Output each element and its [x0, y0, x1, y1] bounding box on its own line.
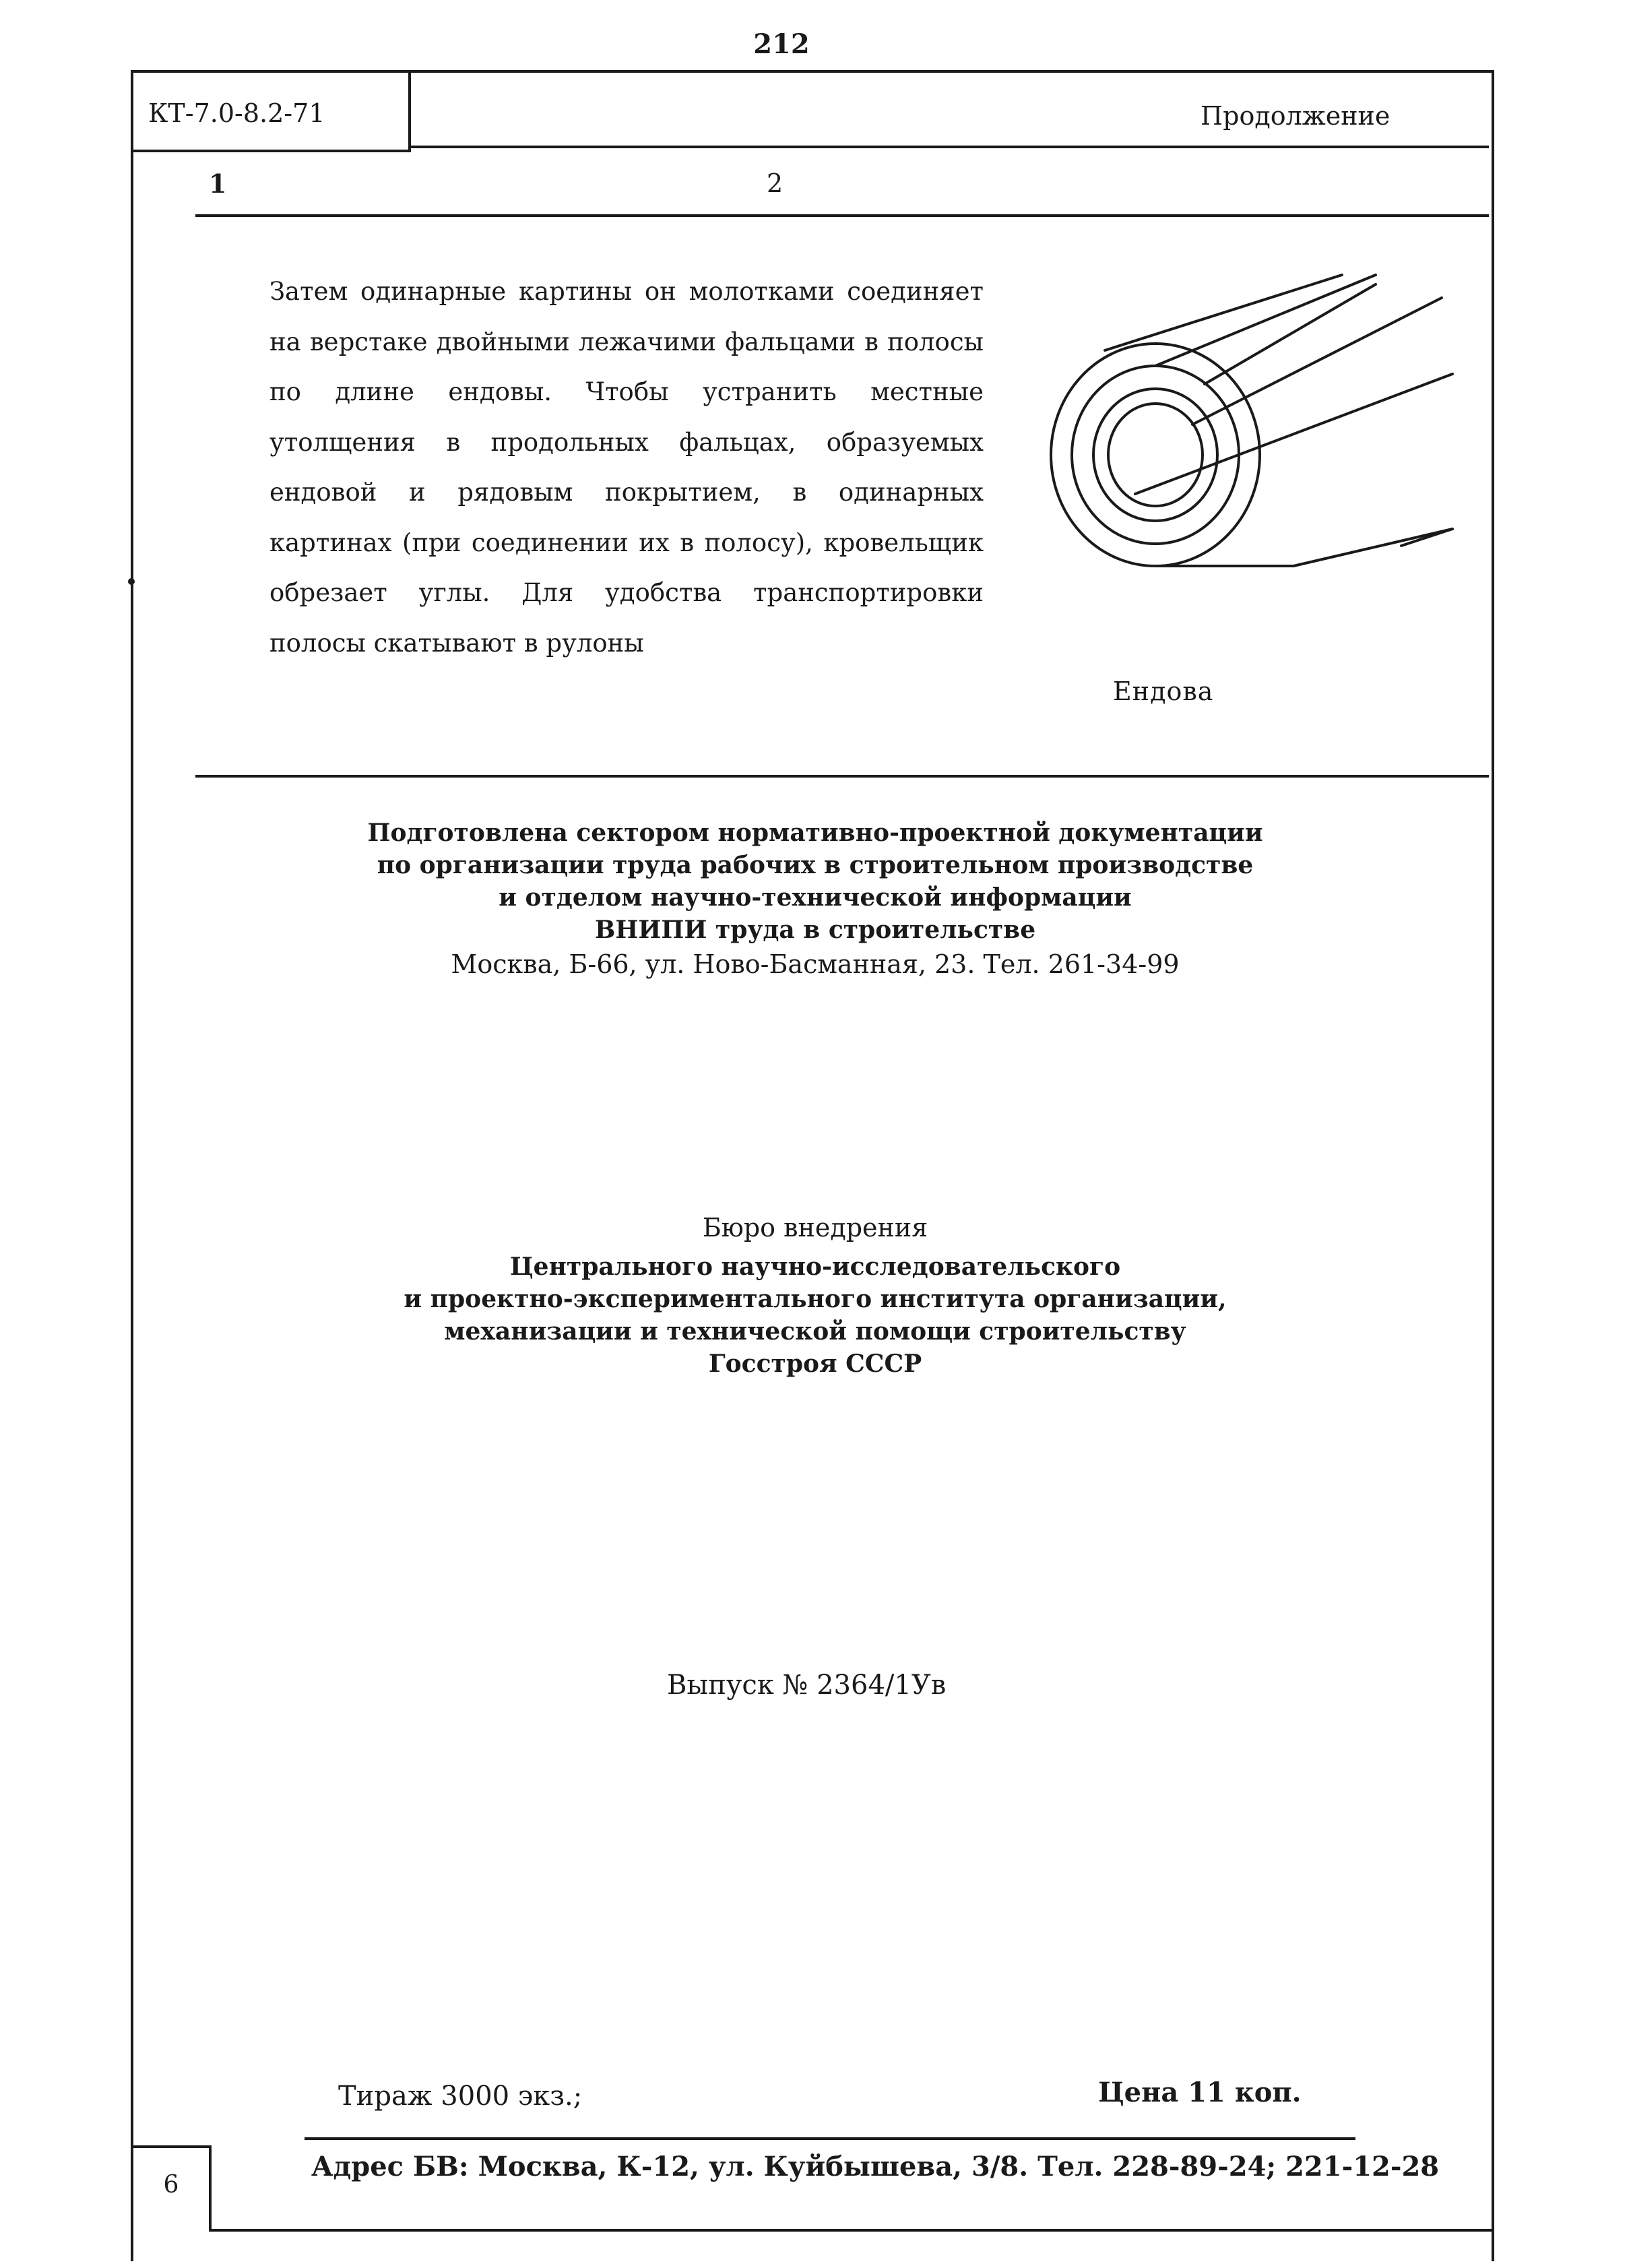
sheet-number: 6	[163, 2171, 179, 2199]
print-run: Тираж 3000 экз.;	[338, 2081, 583, 2112]
valley-roll-figure	[1024, 263, 1469, 579]
bureau-block	[269, 1211, 1361, 1380]
column-header-2: 2	[767, 168, 783, 198]
body-text: Затем одинарные картины он молотками соединяет на верстаке двойными лежачими фальцами в полосы по длине ендовы. Чтобы устранить местные утолщения в продольных фальцах, образуемых ендовой и рядовым покрытием, в одинарных картинах (при соединении их в полосу), кровельщик обрезает углы. Для удобства транспортировки полосы скатывают в рулоны	[269, 277, 984, 658]
bureau-line: Центрального научно-исследовательского	[509, 1253, 1121, 1281]
bureau-line: и проектно-экспериментального института организации,	[404, 1285, 1227, 1313]
credits-line: ВНИПИ труда в строительстве	[594, 916, 1036, 944]
column-header-rule	[195, 214, 1489, 217]
page-number: 212	[753, 28, 810, 60]
price: Цена 11 коп.	[1098, 2077, 1302, 2108]
footer-rule	[305, 2137, 1355, 2140]
doc-code: КТ-7.0-8.2-71	[148, 98, 325, 128]
credits-line: Подготовлена сектором нормативно-проектной документации	[367, 819, 1263, 847]
credits-address: Москва, Б-66, ул. Ново-Басманная, 23. Тел. 261-34-99	[451, 949, 1180, 979]
header-rule	[411, 146, 1489, 148]
section-rule	[195, 775, 1489, 778]
margin-mark	[128, 578, 135, 585]
continuation-label: Продолжение	[1201, 101, 1390, 131]
bureau-line: механизации и технической помощи строительству	[444, 1317, 1186, 1346]
bureau-address: Адрес БВ: Москва, К-12, ул. Куйбышева, 3/8. Тел. 228-89-24; 221-12-28	[311, 2151, 1440, 2182]
issue-number: Выпуск № 2364/1Ув	[667, 1670, 947, 1701]
credits-line: и отделом научно-технической информации	[499, 883, 1132, 912]
credits-block	[269, 817, 1361, 982]
bottom-rule	[212, 2229, 1494, 2232]
credits-line: по организации труда рабочих в строительном производстве	[377, 851, 1254, 879]
figure-caption: Ендова	[1113, 676, 1214, 706]
column-header-1: 1	[209, 168, 227, 199]
bureau-heading: Бюро внедрения	[702, 1213, 928, 1242]
bureau-line: Госстроя СССР	[708, 1350, 922, 1378]
